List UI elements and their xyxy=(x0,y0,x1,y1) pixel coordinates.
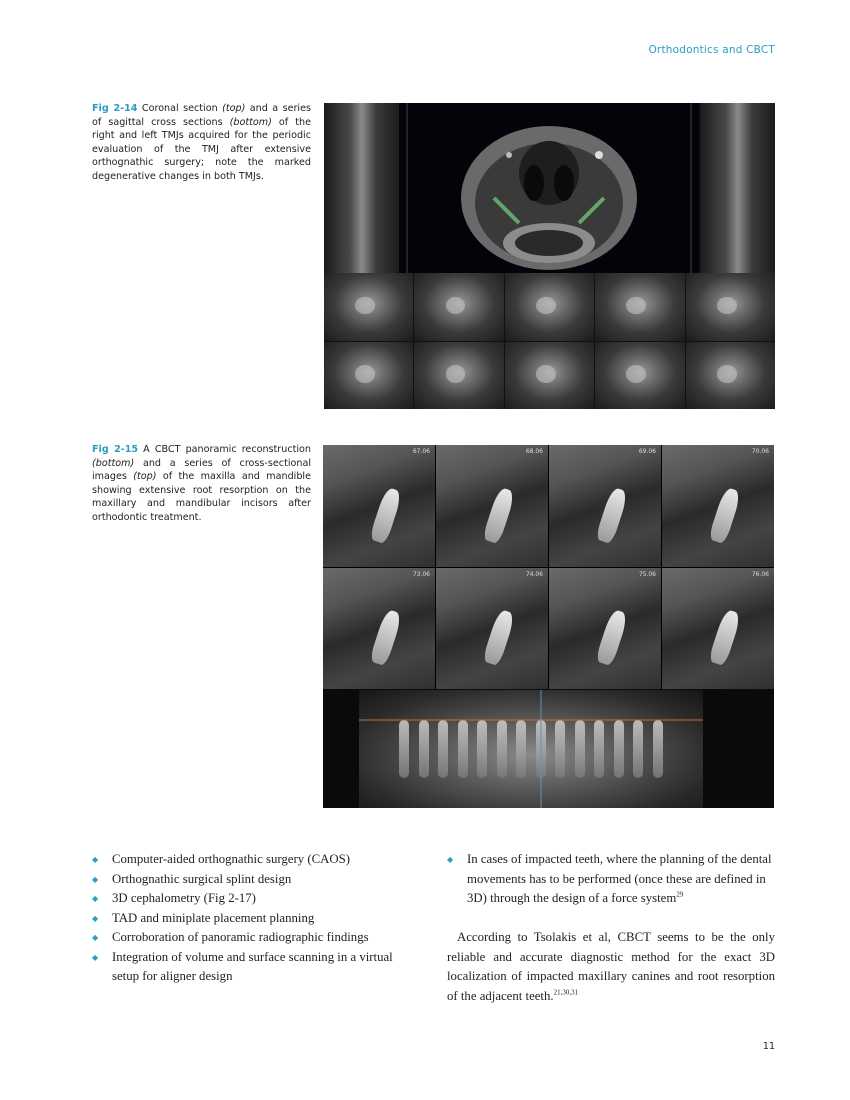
paragraph-text: According to Tsolakis et al, CBCT seems to be the only reliable and accurate diagnostic method for the exact 3D localization of impacted maxillary canines and root resorption of the adjacent teeth. xyxy=(447,930,775,1003)
fig-2-15-label: Fig 2-15 xyxy=(92,444,139,455)
sagittal-cross-sections xyxy=(324,273,775,409)
fig-2-15-image xyxy=(323,445,774,808)
sagittal-slice xyxy=(414,273,503,341)
caption-segment: A CBCT panoramic reconstruction xyxy=(138,444,311,455)
running-head: Orthodontics and CBCT xyxy=(648,44,775,56)
axial-skull-graphic xyxy=(399,103,699,273)
caption-segment: and a series of cross-sectional images xyxy=(92,457,311,483)
coronal-section-left xyxy=(324,103,399,273)
list-item: ◆ Corroboration of panoramic radiographic findings xyxy=(92,928,412,948)
cross-sectional-images xyxy=(323,445,774,689)
fig-2-14-caption-text xyxy=(92,103,311,182)
cross-section-slice xyxy=(436,568,548,690)
list-item xyxy=(447,850,777,909)
slice-label: 69.06 xyxy=(638,448,656,455)
fig-2-15-caption-text xyxy=(92,444,311,523)
sagittal-slice xyxy=(505,273,594,341)
list-item: ◆ Integration of volume and surface scanning in a virtual setup for aligner design xyxy=(92,948,412,987)
sagittal-slice xyxy=(686,273,775,341)
sagittal-slice xyxy=(324,342,413,410)
list-item-text: In cases of impacted teeth, where the planning of the dental movements has to be performed (once these are defined in 3D) through the design of a force system xyxy=(467,852,772,905)
list-item: ◆ Orthognathic surgical splint design xyxy=(92,870,412,890)
bullet-list-left xyxy=(92,850,412,987)
slice-label: 67.06 xyxy=(412,448,430,455)
list-item: ◆ TAD and miniplate placement planning xyxy=(92,909,412,929)
fig-2-14-image xyxy=(324,103,775,409)
sagittal-slice xyxy=(595,273,684,341)
slice-label: 68.06 xyxy=(525,448,543,455)
cross-section-slice xyxy=(549,568,661,690)
caption-emphasis: (bottom) xyxy=(92,457,135,469)
slice-label: 74.06 xyxy=(525,570,543,578)
list-item: ◆ 3D cephalometry (Fig 2-17) xyxy=(92,889,412,909)
fig-2-14-caption xyxy=(92,102,311,184)
caption-emphasis: (bottom) xyxy=(229,116,272,128)
coronal-section-right xyxy=(700,103,775,273)
cross-section-slice xyxy=(323,568,435,690)
cross-section-slice xyxy=(323,445,435,567)
panoramic-reconstruction xyxy=(323,690,774,808)
sagittal-slice xyxy=(505,342,594,410)
caption-segment: Coronal section xyxy=(137,103,223,114)
cross-section-slice xyxy=(662,568,774,690)
caption-segment: of the maxilla and mandible showing extensive root resorption on the maxillary and mandibular incisors after orthodontic treatment. xyxy=(92,471,311,523)
sagittal-slice xyxy=(686,342,775,410)
cross-section-slice xyxy=(549,445,661,567)
axial-ct-view xyxy=(399,103,699,273)
cross-section-slice xyxy=(662,445,774,567)
citation: 21,30,31 xyxy=(553,988,579,997)
cross-section-slice xyxy=(436,445,548,567)
caption-segment: of the right and left TMJs acquired for the periodic evaluation of the TMJ after extensive orthognathic surgery; note the marked degenerative changes in both TMJs. xyxy=(92,116,311,182)
caption-emphasis: (top) xyxy=(133,471,157,483)
page-number: 11 xyxy=(762,1041,775,1052)
slice-label: 76.06 xyxy=(751,570,769,578)
slice-label: 75.06 xyxy=(638,570,656,578)
slice-label: 70.06 xyxy=(751,448,769,455)
slice-label: 73.06 xyxy=(412,570,430,578)
list-item: ◆ Computer-aided orthognathic surgery (CAOS) xyxy=(92,850,412,870)
bullet-list-right xyxy=(447,850,777,909)
caption-emphasis: (top) xyxy=(222,103,246,114)
caption-segment: and a series of sagittal cross sections xyxy=(92,103,311,128)
citation: 29 xyxy=(676,890,684,899)
fig-2-15-caption xyxy=(92,443,311,525)
pano-guides xyxy=(359,690,703,808)
sagittal-slice xyxy=(595,342,684,410)
body-paragraph xyxy=(447,928,775,1006)
sagittal-slice xyxy=(324,273,413,341)
fig-2-14-label: Fig 2-14 xyxy=(92,103,138,114)
sagittal-slice xyxy=(414,342,503,410)
